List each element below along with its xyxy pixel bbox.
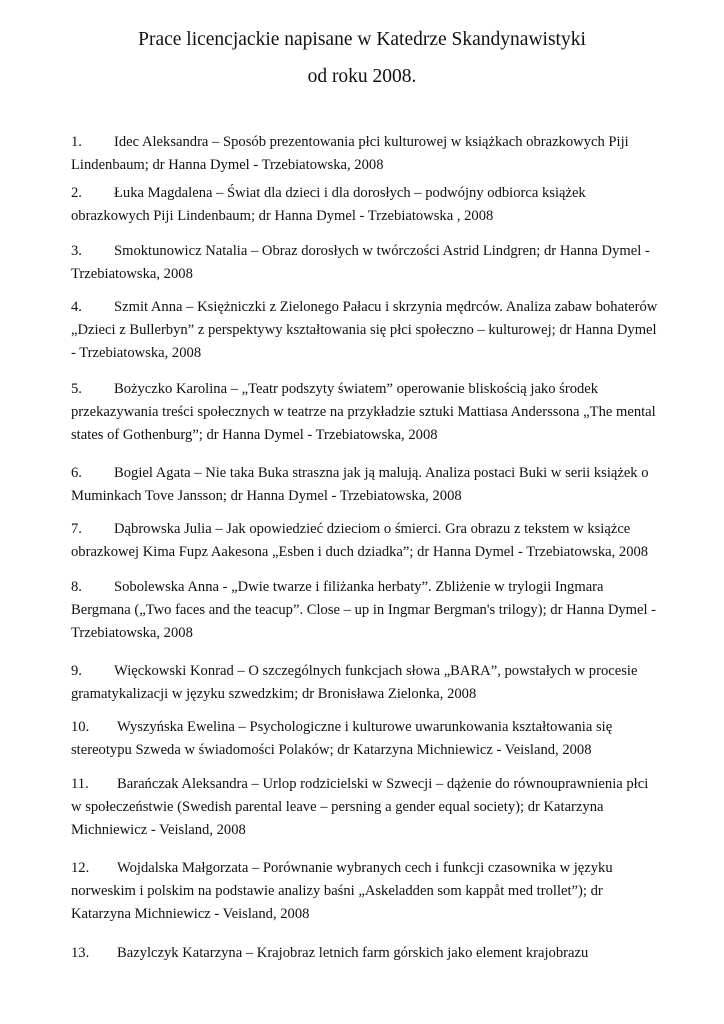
page-subtitle: od roku 2008. (307, 66, 417, 87)
list-item-text: Wojdalska Małgorzata – Porównanie wybranych cech i funkcji czasownika w języku norweskim i polskim na podstawie analizy baśni „Askeladden som kappåt med trollet”); dr Katarzyna Michniewicz - Veisland, 2008 (71, 860, 613, 922)
list-item-number: 4. (71, 299, 82, 315)
list-item (71, 378, 661, 447)
list-item (71, 942, 661, 965)
list-item (71, 240, 661, 286)
list-item-number: 13. (71, 945, 90, 961)
list-item-text: Dąbrowska Julia – Jak opowiedzieć dzieciom o śmierci. Gra obrazu z tekstem w książce obrazkowej Kima Fupz Aakesona „Esben i duch dziadka”; dr Hanna Dymel - Trzebiatowska, 2008 (71, 521, 649, 560)
list-item (71, 716, 661, 762)
list-item-text: Barańczak Aleksandra – Urlop rodzicielski w Szwecji – dążenie do równouprawnienia płci w społeczeństwie (Swedish parental leave – persning a gender equal society); dr Katarzyna Michniewicz - Veisland, 2008 (71, 776, 649, 838)
list-item (71, 518, 661, 564)
list-item-number: 10. (71, 719, 90, 735)
list-item-number: 12. (71, 860, 90, 876)
list-item-number: 5. (71, 381, 82, 397)
list-item-text: Sobolewska Anna - „Dwie twarze i filiżanka herbaty”. Zbliżenie w trylogii Ingmara Bergmana („Two faces and the teacup”. Close – up in Ingmar Bergman's trilogy); dr Hanna Dymel - Trzebiatowska, 2008 (71, 579, 657, 641)
list-item-text: Idec Aleksandra – Sposób prezentowania płci kulturowej w książkach obrazkowych Piji Lindenbaum; dr Hanna Dymel - Trzebiatowska, 2008 (71, 134, 629, 173)
list-item (71, 462, 661, 508)
list-item-text: Bazylczyk Katarzyna – Krajobraz letnich farm górskich jako element krajobrazu (117, 945, 589, 961)
list-item-number: 1. (71, 134, 82, 150)
list-item-number: 3. (71, 243, 82, 259)
list-item-number: 11. (71, 776, 89, 792)
list-item (71, 131, 661, 177)
list-item-number: 8. (71, 579, 82, 595)
list-item (71, 296, 661, 365)
list-item-number: 7. (71, 521, 82, 537)
list-item (71, 182, 661, 228)
list-item-text: Więckowski Konrad – O szczególnych funkcjach słowa „BARA”, powstałych w procesie gramatykalizacji w języku szwedzkim; dr Bronisława Zielonka, 2008 (71, 663, 638, 702)
list-item-text: Bogiel Agata – Nie taka Buka straszna jak ją malują. Analiza postaci Buki w serii książek o Muminkach Tove Jansson; dr Hanna Dymel - Trzebiatowska, 2008 (71, 465, 649, 504)
list-item (71, 576, 661, 645)
list-item-text: Wyszyńska Ewelina – Psychologiczne i kulturowe uwarunkowania kształtowania się stereotypu Szweda w świadomości Polaków; dr Katarzyna Michniewicz - Veisland, 2008 (71, 719, 613, 758)
list-item-text: Szmit Anna – Księżniczki z Zielonego Pałacu i skrzynia mędrców. Analiza zabaw bohaterów „Dzieci z Bullerbyn” z perspektywy kształtowania się płci społeczno – kulturowej; dr Hanna Dymel - Trzebiatowska, 2008 (71, 299, 658, 361)
list-item-text: Bożyczko Karolina – „Teatr podszyty światem” operowanie bliskością jako środek przekazywania treści społecznych w teatrze na przykładzie sztuki Mattiasa Anderssona „The mental states of Gothenburg”; dr Hanna Dymel - Trzebiatowska, 2008 (71, 381, 656, 443)
list-item (71, 660, 661, 706)
list-item (71, 773, 661, 842)
page-title: Prace licencjackie napisane w Katedrze Skandynawistyki (138, 29, 586, 50)
list-item-number: 2. (71, 185, 82, 201)
list-item-text: Łuka Magdalena – Świat dla dzieci i dla dorosłych – podwójny odbiorca książek obrazkowych Piji Lindenbaum; dr Hanna Dymel - Trzebiatowska , 2008 (71, 185, 586, 224)
list-item-number: 9. (71, 663, 82, 679)
list-item (71, 857, 661, 926)
list-item-number: 6. (71, 465, 82, 481)
list-item-text: Smoktunowicz Natalia – Obraz dorosłych w twórczości Astrid Lindgren; dr Hanna Dymel - Trzebiatowska, 2008 (71, 243, 650, 282)
